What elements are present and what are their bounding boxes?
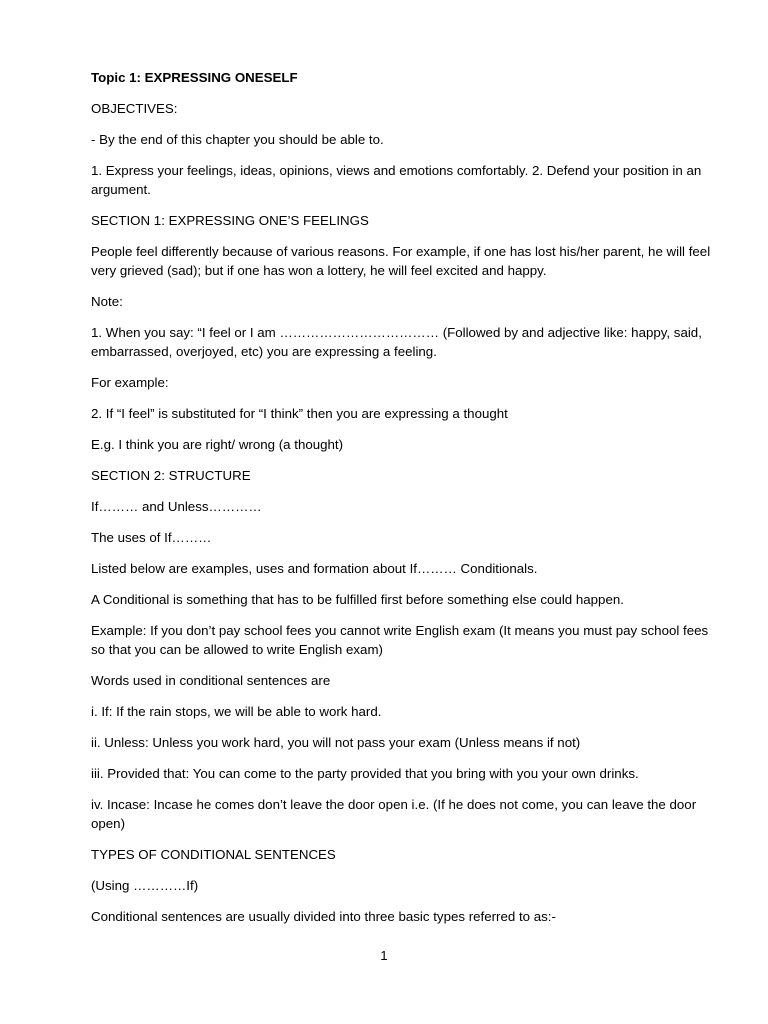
uses-of-if-line: The uses of If……… [91,530,212,545]
thought-example: E.g. I think you are right/ wrong (a thought) [91,437,344,452]
conditional-definition: A Conditional is something that has to be fulfilled first before something else could happen. [91,592,624,607]
conditional-word-unless: ii. Unless: Unless you work hard, you will not pass your exam (Unless means if not) [91,735,581,750]
document-title: Topic 1: EXPRESSING ONESELF [91,70,298,85]
types-intro: Conditional sentences are usually divided into three basic types referred to as:- [91,909,556,924]
conditionals-intro: Listed below are examples, uses and formation about If……… Conditionals. [91,561,538,576]
document-body [91,68,711,938]
objectives-list: 1. Express your feelings, ideas, opinions, views and emotions comfortably. 2. Defend your position in an argument. [91,163,702,197]
conditional-word-provided-that: iii. Provided that: You can come to the party provided that you bring with you your own drinks. [91,766,639,781]
conditional-word-if: i. If: If the rain stops, we will be able to work hard. [91,704,382,719]
for-example-label: For example: [91,375,169,390]
note-point-1: 1. When you say: “I feel or I am ……………………………… (Followed by and adjective like: happy, said, embarrassed, overjoyed, etc) you are expressing a feeling. [91,325,702,359]
conditional-example: Example: If you don’t pay school fees you cannot write English exam (It means you must pay school fees so that you can be allowed to write English exam) [91,623,709,657]
section-1-heading: SECTION 1: EXPRESSING ONE’S FEELINGS [91,213,369,228]
objectives-heading: OBJECTIVES: [91,101,178,116]
types-heading: TYPES OF CONDITIONAL SENTENCES [91,847,336,862]
objectives-intro: - By the end of this chapter you should be able to. [91,132,384,147]
note-heading: Note: [91,294,123,309]
note-point-2: 2. If “I feel” is substituted for “I think” then you are expressing a thought [91,406,508,421]
section-2-heading: SECTION 2: STRUCTURE [91,468,251,483]
if-unless-line: If……… and Unless………… [91,499,262,514]
conditional-word-incase: iv. Incase: Incase he comes don’t leave the door open i.e. (If he does not come, you can leave the door open) [91,797,697,831]
conditional-words-heading: Words used in conditional sentences are [91,673,331,688]
using-if-line: (Using …………If) [91,878,199,893]
section-1-paragraph: People feel differently because of various reasons. For example, if one has lost his/her parent, he will feel very grieved (sad); but if one has won a lottery, he will feel excited and happy. [91,244,711,278]
page-number: 1 [380,948,388,963]
